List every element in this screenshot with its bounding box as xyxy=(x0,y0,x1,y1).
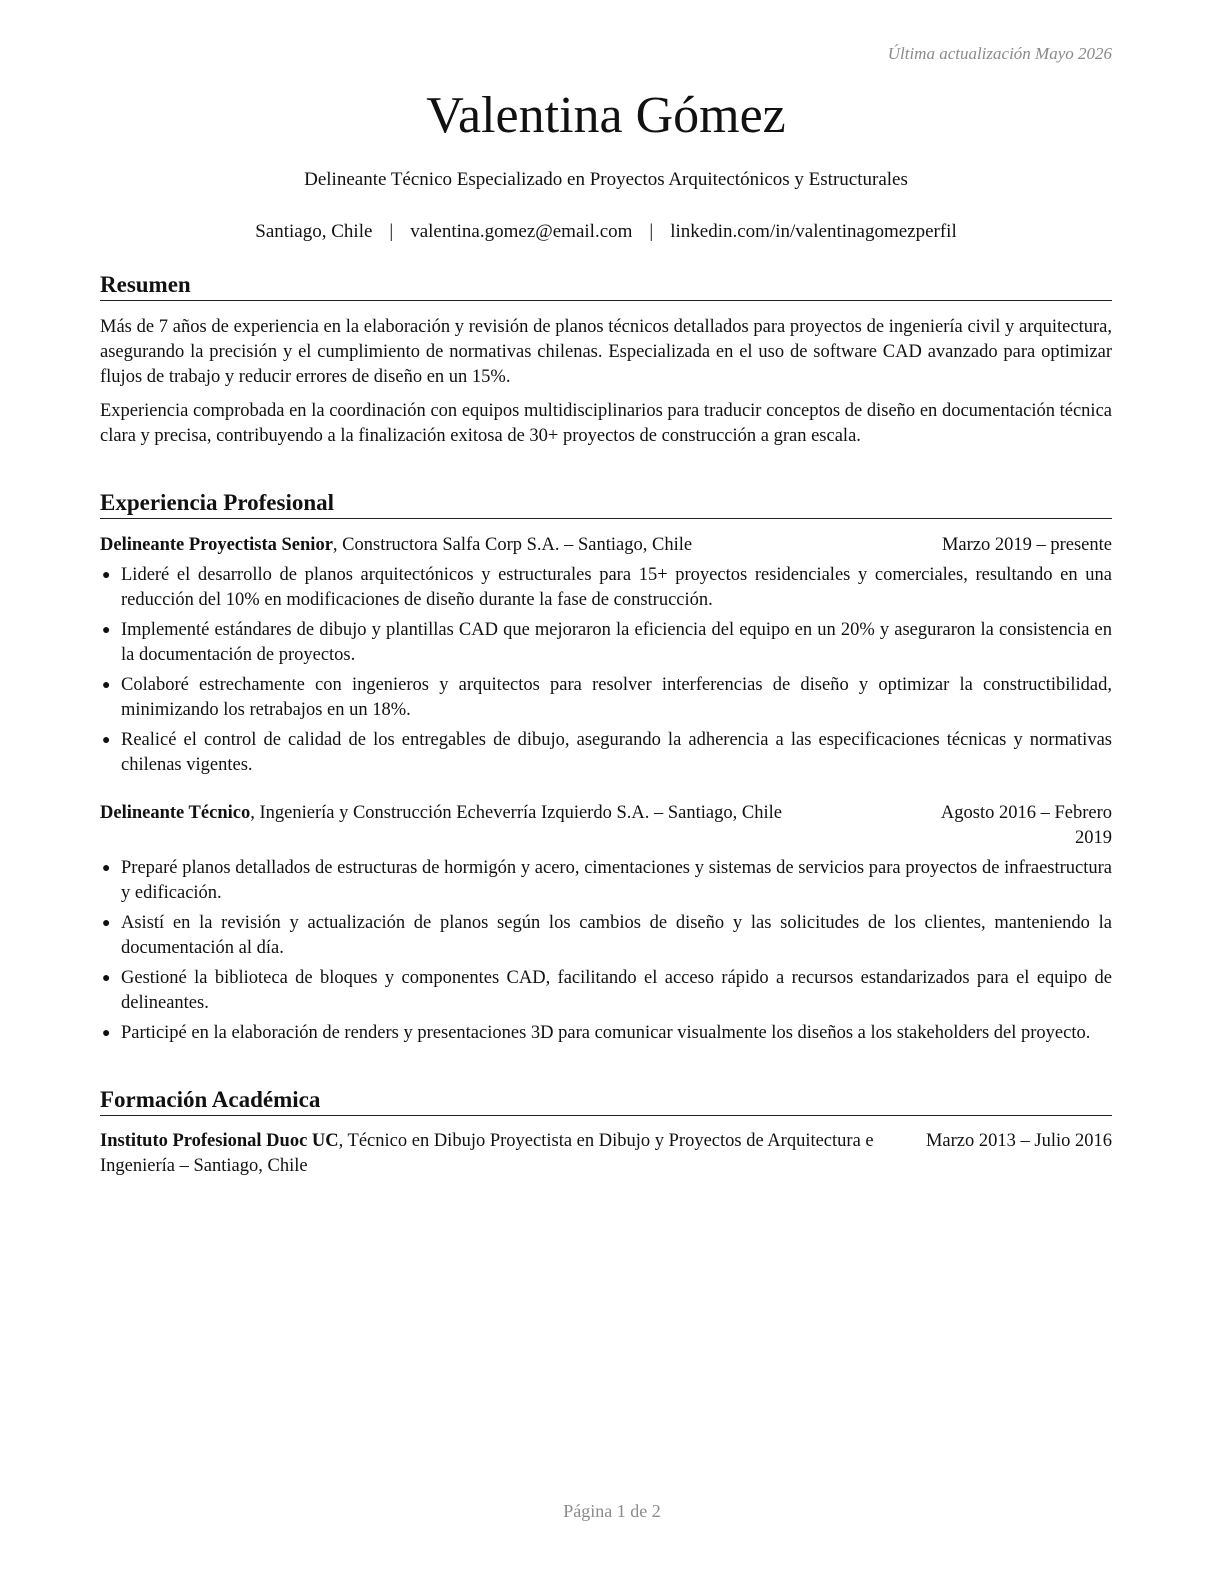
job-role: Delineante Proyectista Senior xyxy=(100,535,333,555)
list-item xyxy=(100,563,1112,613)
bullet-text: Preparé planos detallados de estructuras de hormigón y acero, cimentaciones y sistemas de servicios para proyectos de infraestructura y edificación. xyxy=(121,858,1112,903)
job-header xyxy=(100,801,1112,848)
contact-separator: | xyxy=(389,221,394,242)
list-item xyxy=(100,911,1112,961)
list-item xyxy=(100,728,1112,778)
bullet-icon: ● xyxy=(102,916,111,931)
education-institution: Instituto Profesional Duoc UC xyxy=(100,1131,339,1151)
list-item xyxy=(100,966,1112,1016)
job-header xyxy=(100,533,1112,558)
contact-linkedin[interactable]: linkedin.com/in/valentinagomezperfil xyxy=(670,221,957,242)
last-updated: Última actualización Mayo 2026 xyxy=(887,44,1112,63)
section-title-experience: Experiencia Profesional xyxy=(100,488,1112,519)
contact-line xyxy=(100,219,1112,245)
list-item xyxy=(100,1021,1112,1046)
bullet-icon: ● xyxy=(102,861,111,876)
contact-email[interactable]: valentina.gomez@email.com xyxy=(410,221,633,242)
summary-paragraph: Experiencia comprobada en la coordinación con equipos multidisciplinarios para traducir conceptos de diseño en documentación técnica clara y precisa, contribuyendo a la finalización exitosa de 30+ proyectos de construcción a gran escala. xyxy=(100,401,1112,446)
job-dates: Agosto 2016 – Febrero 2019 xyxy=(940,803,1112,848)
education-line xyxy=(100,1129,880,1179)
bullet-text: Realicé el control de calidad de los entregables de dibujo, asegurando la adherencia a las especificaciones técnicas y normativas chilenas vigentes. xyxy=(121,730,1112,775)
job-company: , Constructora Salfa Corp S.A. – Santiago, Chile xyxy=(332,535,693,555)
candidate-tagline: Delineante Técnico Especializado en Proyectos Arquitectónicos y Estructurales xyxy=(304,169,908,190)
bullet-icon: ● xyxy=(102,971,111,986)
job-bullets xyxy=(100,563,1112,783)
bullet-text: Gestioné la biblioteca de bloques y componentes CAD, facilitando el acceso rápido a recursos estandarizados para el equipo de delineantes. xyxy=(121,968,1112,1013)
bullet-text: Asistí en la revisión y actualización de planos según los cambios de diseño y las solicitudes de los clientes, manteniendo la documentación al día. xyxy=(121,913,1112,958)
job-company: , Ingeniería y Construcción Echeverría Izquierdo S.A. – Santiago, Chile xyxy=(250,803,782,823)
bullet-icon: ● xyxy=(102,568,111,583)
contact-separator: | xyxy=(649,221,654,242)
contact-location: Santiago, Chile xyxy=(255,221,373,242)
list-item xyxy=(100,856,1112,906)
bullet-icon: ● xyxy=(102,733,111,748)
bullet-icon: ● xyxy=(102,1026,111,1041)
job-role: Delineante Técnico xyxy=(100,803,251,823)
job-title-line xyxy=(100,801,782,826)
bullet-text: Lideré el desarrollo de planos arquitectónicos y estructurales para 15+ proyectos residenciales y comerciales, resultando en una reducción del 10% en modificaciones de diseño durante la fase de construcción. xyxy=(121,565,1112,610)
job-dates: Marzo 2019 – presente xyxy=(941,535,1112,555)
job-title-line xyxy=(100,533,692,558)
bullet-text: Participé en la elaboración de renders y presentaciones 3D para comunicar visualmente los diseños a los stakeholders del proyecto. xyxy=(121,1023,1091,1043)
bullet-text: Implementé estándares de dibujo y plantillas CAD que mejoraron la eficiencia del equipo en un 20% y aseguraron la consistencia en la documentación de proyectos. xyxy=(121,620,1112,665)
list-item xyxy=(100,618,1112,668)
job-bullets xyxy=(100,856,1112,1051)
section-title-summary: Resumen xyxy=(100,270,1112,301)
bullet-text: Colaboré estrechamente con ingenieros y arquitectos para resolver interferencias de diseño y optimizar la constructibilidad, minimizando los retrabajos en un 18%. xyxy=(121,675,1112,720)
bullet-icon: ● xyxy=(102,623,111,638)
education-dates: Marzo 2013 – Julio 2016 xyxy=(925,1131,1112,1151)
summary-paragraph: Más de 7 años de experiencia en la elaboración y revisión de planos técnicos detallados para proyectos de ingeniería civil y arquitectura, asegurando la precisión y el cumplimiento de normativas chilenas. Especializada en el uso de software CAD avanzado para optimizar flujos de trabajo y reducir errores de diseño en un 15%. xyxy=(100,317,1112,387)
education-entry xyxy=(100,1129,1112,1179)
list-item xyxy=(100,673,1112,723)
candidate-name: Valentina Gómez xyxy=(426,87,786,144)
education-degree: , Técnico en Dibujo Proyectista en Dibujo y Proyectos de Arquitectura e Ingeniería – Santiago, Chile xyxy=(100,1131,874,1176)
page-number: Página 1 de 2 xyxy=(563,1501,661,1521)
bullet-icon: ● xyxy=(102,678,111,693)
section-title-education: Formación Académica xyxy=(100,1085,1112,1116)
